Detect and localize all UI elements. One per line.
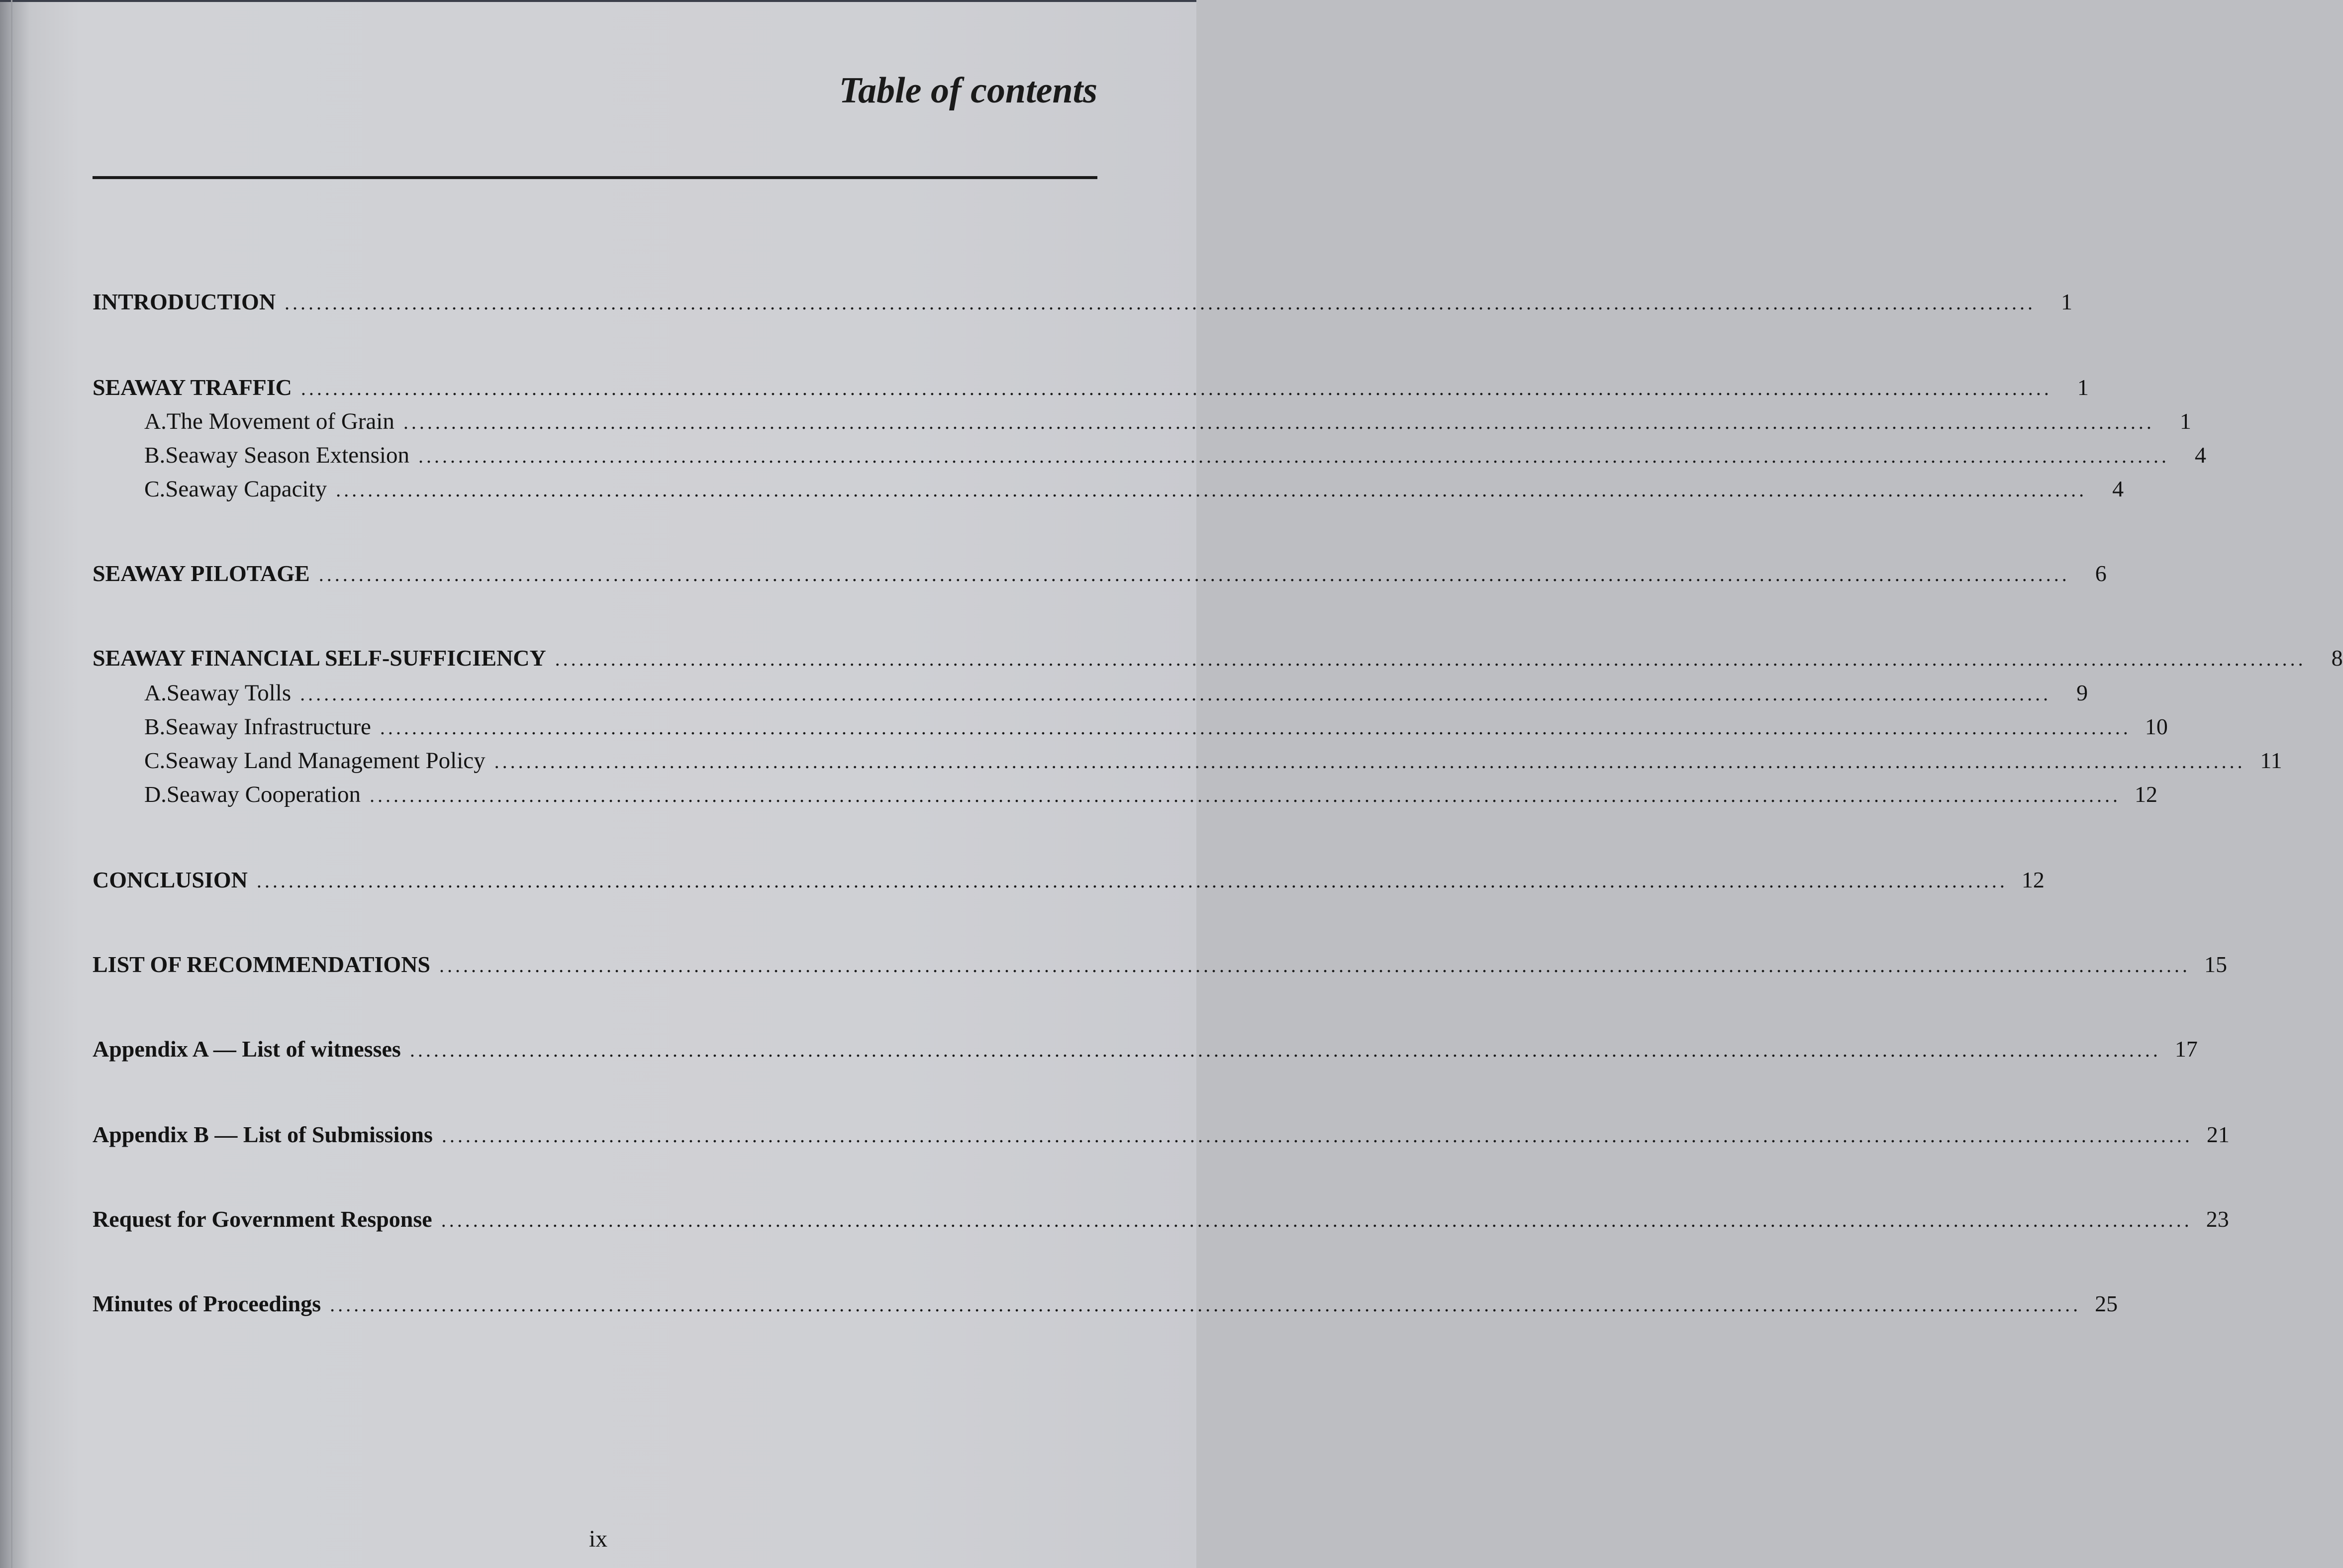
toc-entry [93, 560, 2107, 595]
page-header [93, 70, 1097, 189]
toc-entry-page: 15 [2204, 952, 2228, 977]
page-number: ix [588, 1526, 608, 1552]
toc-entry [93, 1206, 2229, 1241]
toc-entry [93, 374, 2089, 409]
toc-entry-label: SEAWAY TRAFFIC [93, 375, 292, 400]
toc-entry [93, 867, 2045, 901]
toc-entry-page: 8 [2331, 645, 2343, 671]
toc-entry-page: 11 [2260, 748, 2282, 773]
toc-entry-page: 21 [2206, 1122, 2230, 1147]
dot-leader: ............................................................................................................................................................................................................................ [494, 750, 2245, 773]
toc-entry [93, 645, 2343, 680]
toc-entry-letter: D. [144, 782, 167, 807]
dot-leader: ............................................................................................................................................................................................................................ [318, 563, 2070, 586]
toc-entry-letter: C. [144, 748, 166, 773]
toc-entry-page: 23 [2206, 1206, 2229, 1232]
toc-entry [93, 951, 2228, 986]
toc-entry-label: SEAWAY FINANCIAL SELF-SUFFICIENCY [93, 645, 546, 671]
toc-entry-label: Seaway Infrastructure [165, 714, 371, 740]
toc-entry [93, 1121, 2230, 1156]
toc-entry-letter: A. [144, 408, 167, 434]
toc-subentry [144, 476, 2124, 510]
toc-entry [93, 1290, 2118, 1325]
dot-leader: ............................................................................................................................................................................................................................ [418, 445, 2169, 467]
page-title: Table of contents [839, 70, 1097, 111]
toc-entry [93, 289, 2073, 323]
toc-subentry [144, 713, 2168, 748]
title-rule [93, 176, 1097, 179]
toc-entry-page: 12 [2021, 867, 2045, 892]
toc-entry-page: 9 [2076, 680, 2088, 705]
toc-entry-label: SEAWAY PILOTAGE [93, 561, 310, 586]
toc-entry-page: 12 [2135, 782, 2157, 807]
binding-shadow [11, 0, 12, 1568]
toc-entry-label: Seaway Capacity [165, 476, 327, 502]
toc-entry-page: 25 [2095, 1291, 2118, 1316]
dot-leader: ............................................................................................................................................................................................................................ [409, 1039, 2161, 1061]
toc-entry-page: 1 [2061, 289, 2073, 314]
toc-entry-page: 10 [2145, 714, 2168, 739]
toc-entry-label: INTRODUCTION [93, 289, 276, 314]
dot-leader: ............................................................................................................................................................................................................................ [336, 479, 2087, 501]
toc-entry-page: 17 [2174, 1036, 2198, 1062]
toc-entry [93, 1036, 2198, 1071]
toc-entry-label: Minutes of Proceedings [93, 1291, 321, 1316]
toc-entry-page: 6 [2095, 561, 2107, 586]
toc-subentry [144, 781, 2157, 816]
toc-entry-letter: C. [144, 476, 166, 501]
toc-subentry [144, 680, 2088, 714]
toc-entry-label: CONCLUSION [93, 867, 248, 892]
toc-entry-label: Appendix B — List of Submissions [93, 1122, 433, 1147]
dot-leader: ............................................................................................................................................................................................................................ [300, 683, 2051, 705]
toc-entry-page: 1 [2077, 375, 2089, 400]
toc-entry-letter: B. [144, 442, 166, 468]
toc-entry-page: 1 [2179, 408, 2191, 434]
toc-subentry [144, 747, 2282, 782]
toc-entry-label: Seaway Cooperation [166, 782, 361, 807]
toc-entry-label: Seaway Land Management Policy [165, 748, 486, 774]
toc-entry-label: Request for Government Response [93, 1206, 432, 1232]
toc-entry-page: 4 [2112, 476, 2124, 501]
dot-leader: ............................................................................................................................................................................................................................ [441, 1124, 2193, 1147]
toc-entry-page: 4 [2194, 442, 2206, 468]
dot-leader: ............................................................................................................................................................................................................................ [300, 377, 2052, 399]
dot-leader: ............................................................................................................................................................................................................................ [403, 411, 2154, 433]
toc-entry-label: Appendix A — List of witnesses [93, 1036, 401, 1062]
toc-entry-letter: A. [144, 680, 167, 705]
toc-subentry [144, 408, 2191, 443]
dot-leader: ............................................................................................................................................................................................................................ [256, 870, 2008, 892]
toc-entry-label: Seaway Tolls [166, 680, 292, 706]
toc-entry-label: Seaway Season Extension [165, 442, 409, 468]
toc-entry-label: The Movement of Grain [166, 408, 394, 434]
dot-leader: ............................................................................................................................................................................................................................ [441, 1209, 2192, 1231]
toc-entry-letter: B. [144, 714, 166, 739]
dot-leader: ............................................................................................................................................................................................................................ [439, 954, 2191, 977]
page-top-edge [0, 0, 1196, 2]
dot-leader: ............................................................................................................................................................................................................................ [285, 292, 2036, 314]
dot-leader: ............................................................................................................................................................................................................................ [555, 648, 2306, 670]
toc-subentry [144, 442, 2206, 477]
toc-entry-label: LIST OF RECOMMENDATIONS [93, 952, 431, 977]
dot-leader: ............................................................................................................................................................................................................................ [380, 716, 2131, 739]
dot-leader: ............................................................................................................................................................................................................................ [370, 784, 2121, 806]
dot-leader: ............................................................................................................................................................................................................................ [330, 1293, 2081, 1316]
